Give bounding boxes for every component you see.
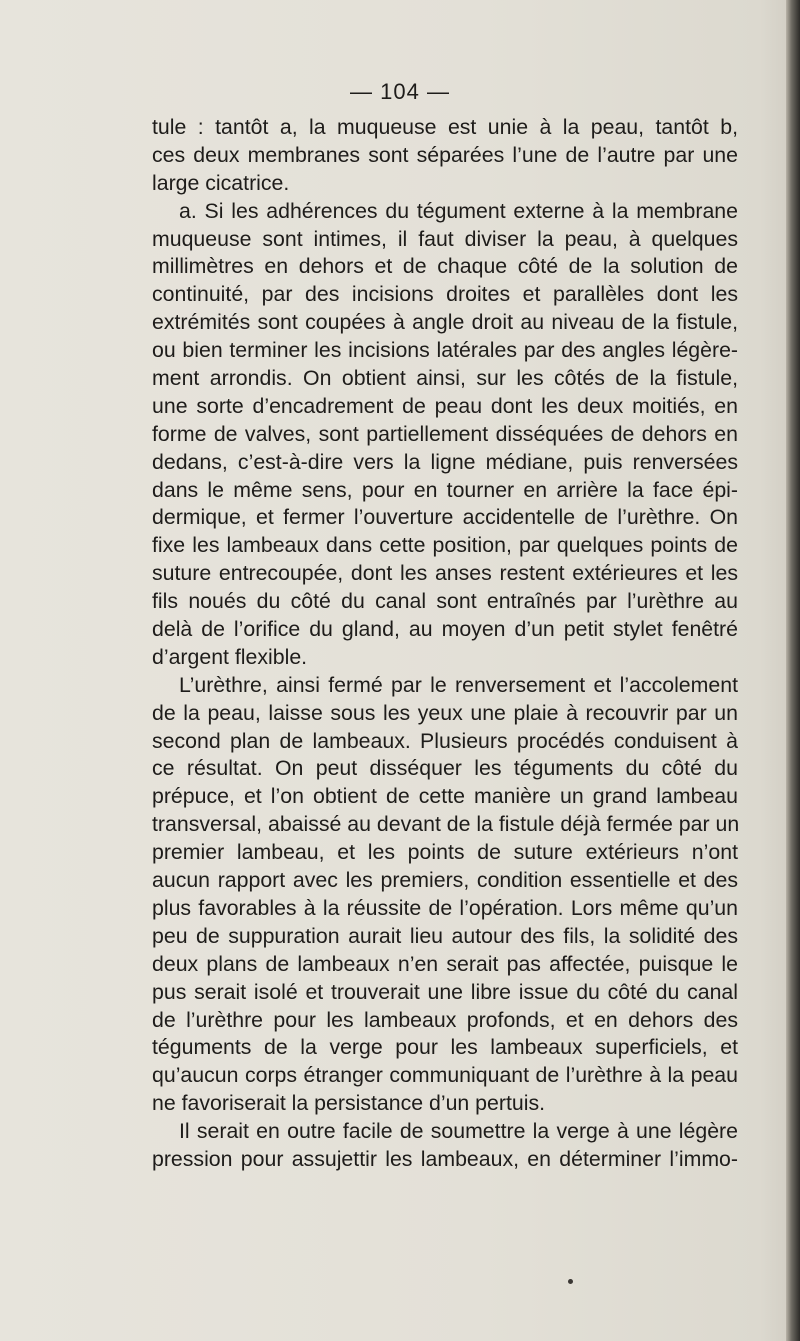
text-line: premier lambeau, et les points de suture extérieurs n’ont <box>152 840 738 865</box>
text-line: plus favorables à la réussite de l’opération. Lors même qu’un <box>152 895 738 920</box>
text-line: second plan de lambeaux. Plusieurs procédés conduisent à <box>152 728 738 753</box>
text-line: dans le même sens, pour en tourner en arrière la face épi- <box>152 477 738 502</box>
text-line: delà de l’orifice du gland, au moyen d’un petit stylet fenêtré <box>152 617 738 642</box>
text-line: muqueuse sont intimes, il faut diviser la peau, à quelques <box>152 226 738 251</box>
body-text <box>152 114 738 1174</box>
text-line: forme de valves, sont partiellement disséquées de dehors en <box>152 421 738 446</box>
text-line: de la peau, laisse sous les yeux une plaie à recouvrir par un <box>152 700 738 725</box>
text-line: ces deux membranes sont séparées l’une de l’autre par une <box>152 142 738 167</box>
text-line: peu de suppuration aurait lieu autour des fils, la solidité des <box>152 923 738 948</box>
text-line: dedans, c’est-à-dire vers la ligne médiane, puis renversées <box>152 449 738 474</box>
text-line: dermique, et fermer l’ouverture accidentelle de l’urèthre. On <box>152 505 738 530</box>
text-line: fils noués du côté du canal sont entraînés par l’urèthre au <box>152 589 738 614</box>
text-line: tule : tantôt a, la muqueuse est unie à la peau, tantôt b, <box>152 115 738 139</box>
text-line: qu’aucun corps étranger communiquant de l’urèthre à la peau <box>152 1063 738 1088</box>
text-line: de l’urèthre pour les lambeaux profonds, et en dehors des <box>152 1007 738 1032</box>
text-line: deux plans de lambeaux n’en serait pas affectée, puisque le <box>152 951 738 976</box>
text-line: suture entrecoupée, dont les anses restent extérieures et les <box>152 561 738 586</box>
page-edge-shadow <box>786 0 800 1341</box>
text-line: une sorte d’encadrement de peau dont les deux moitiés, en <box>152 393 738 418</box>
text-line: prépuce, et l’on obtient de cette manière un grand lambeau <box>152 784 738 809</box>
text-line: large cicatrice. <box>152 170 290 195</box>
text-line: pus serait isolé et trouverait une libre issue du côté du canal <box>152 979 738 1004</box>
text-line: ce résultat. On peut disséquer les téguments du côté du <box>152 756 738 781</box>
text-line: extrémités sont coupées à angle droit au niveau de la fistule, <box>152 310 738 335</box>
text-line: continuité, par des incisions droites et parallèles dont les <box>152 282 738 307</box>
text-line: millimètres en dehors et de chaque côté de la solution de <box>152 254 738 279</box>
text-line: a. Si les adhérences du tégument externe à la membrane <box>179 198 738 223</box>
text-line: pression pour assujettir les lambeaux, en déterminer l’immo- <box>152 1146 738 1171</box>
text-line: fixe les lambeaux dans cette position, par quelques points de <box>152 533 738 558</box>
text-line: transversal, abaissé au devant de la fistule déjà fermée par un <box>152 812 740 837</box>
text-line: aucun rapport avec les premiers, condition essentielle et des <box>152 868 738 893</box>
text-line: ne favoriserait la persistance d’un pertuis. <box>152 1091 546 1116</box>
ink-speck <box>568 1279 573 1284</box>
text-line: ment arrondis. On obtient ainsi, sur les côtés de la fistule, <box>152 366 738 391</box>
text-line: téguments de la verge pour les lambeaux superficiels, et <box>152 1035 738 1060</box>
text-line: Il serait en outre facile de soumettre la verge à une légère <box>179 1119 738 1144</box>
text-line: d’argent flexible. <box>152 644 308 669</box>
text-line: ou bien terminer les incisions latérales par des angles légère- <box>152 338 738 363</box>
text-line: L’urèthre, ainsi fermé par le renversement et l’accolement <box>179 672 738 697</box>
page-number-header: — 104 — <box>350 79 450 104</box>
